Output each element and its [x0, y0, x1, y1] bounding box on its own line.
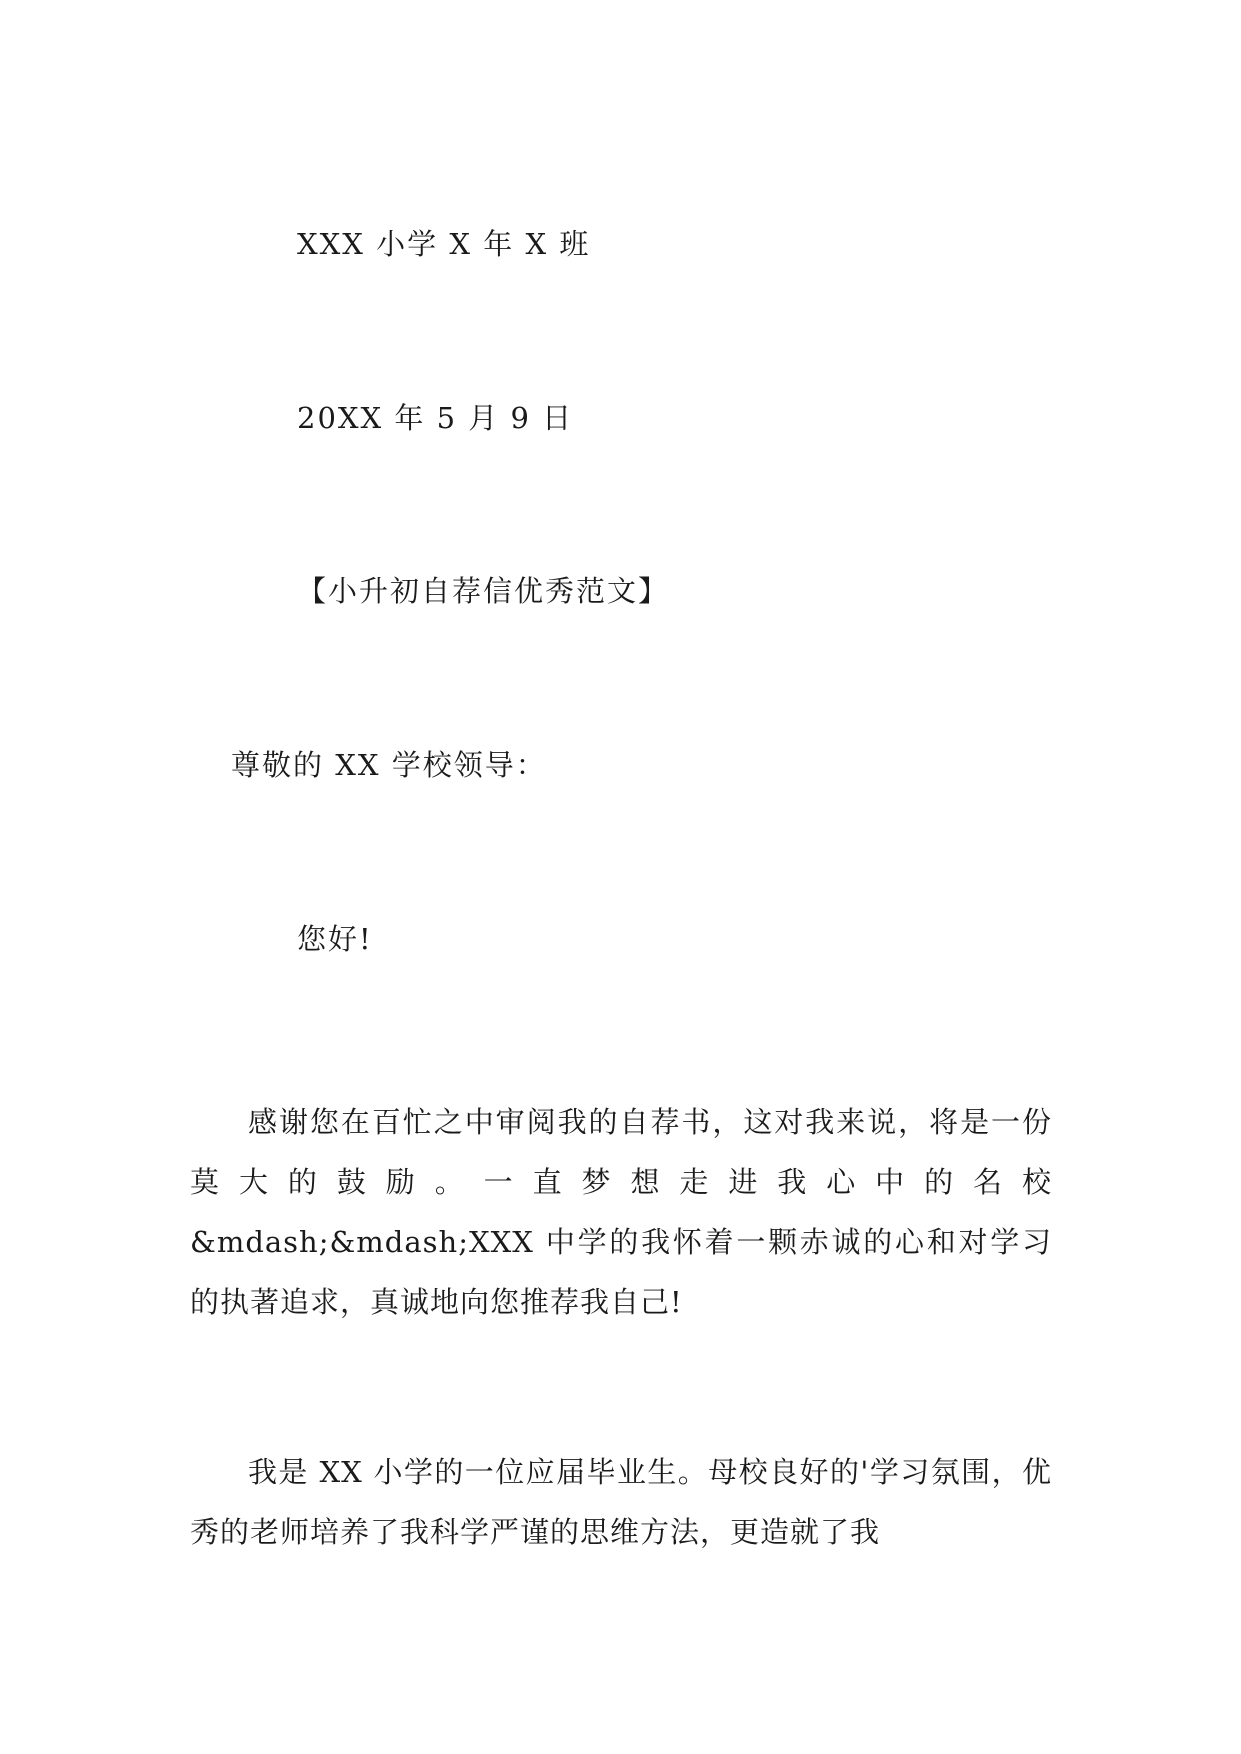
- class-line: XXX 小学 X 年 X 班: [297, 227, 591, 261]
- paragraph-2-text: 我是 XX 小学的一位应届毕业生。母校良好的'学习氛围，优秀的老师培养了我科学严谨的思维方法，更造就了我: [190, 1455, 1052, 1549]
- paragraph-1-text: 感谢您在百忙之中审阅我的自荐书，这对我来说，将是一份莫大的鼓励。一直梦想走进我心中的名校&mdash;&mdash;XXX 中学的我怀着一颗赤诚的心和对学习的执著追求，真诚地向您推荐我自己!: [190, 1105, 1052, 1319]
- greeting: 您好!: [297, 922, 373, 956]
- paragraph-2: [190, 1442, 1052, 1562]
- salutation: 尊敬的 XX 学校领导：: [231, 748, 547, 782]
- date-line: 20XX 年 5 月 9 日: [297, 401, 574, 435]
- paragraph-1: [190, 1092, 1052, 1332]
- section-title: 【小升初自荐信优秀范文】: [297, 574, 670, 608]
